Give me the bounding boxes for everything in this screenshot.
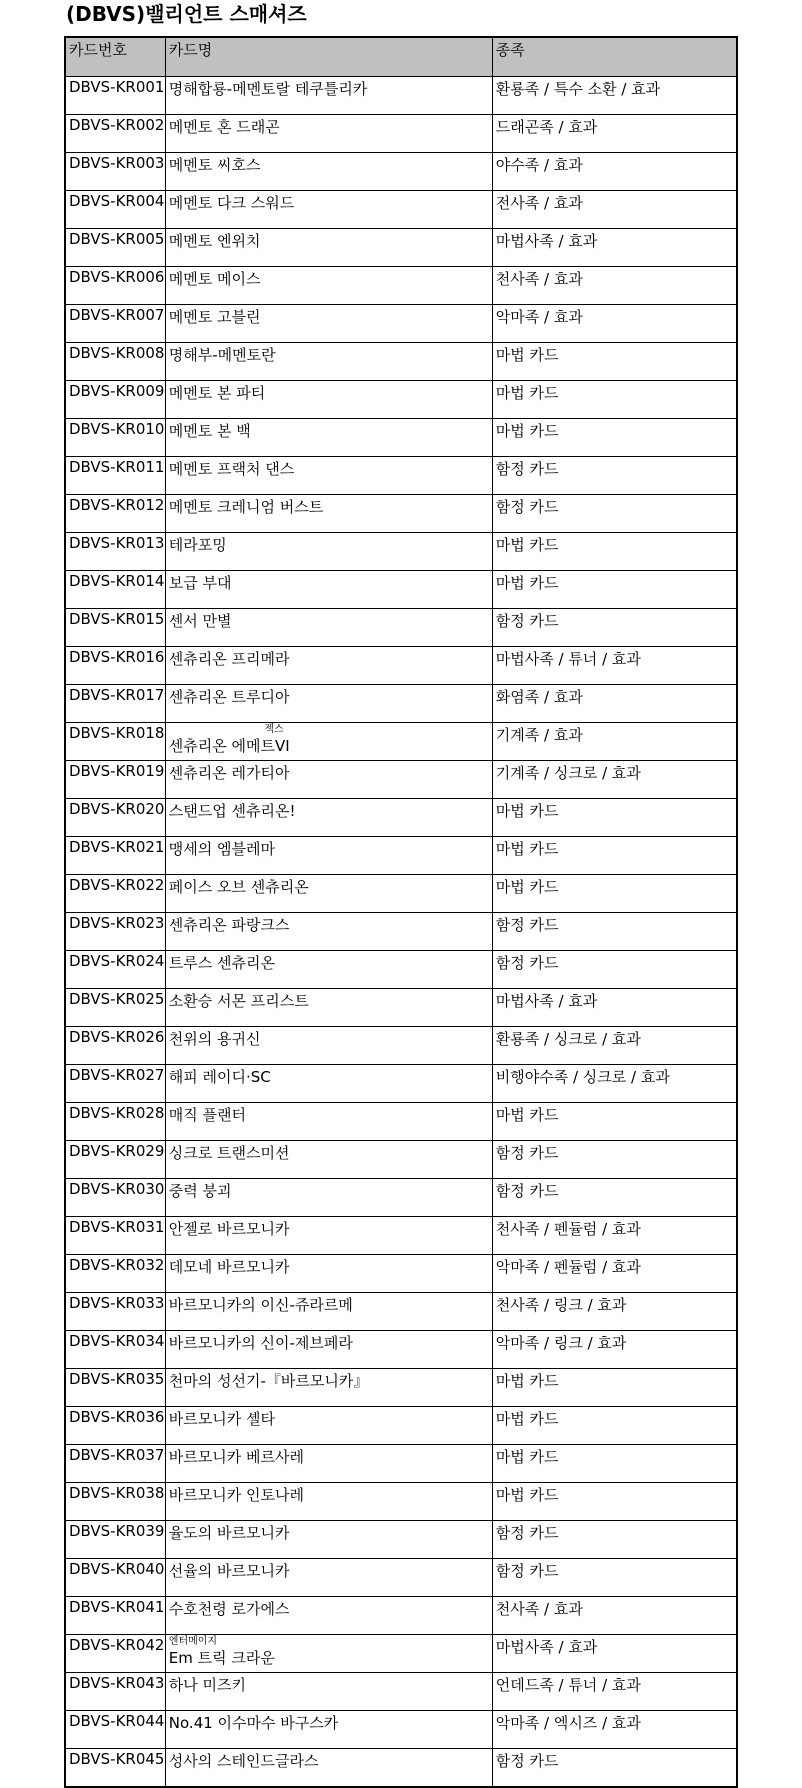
card-type-cell: 함정 카드 xyxy=(492,1559,737,1597)
table-row xyxy=(65,989,737,1027)
card-type-cell: 함정 카드 xyxy=(492,1141,737,1179)
table-row xyxy=(65,381,737,419)
card-name-cell: 센츄리온 트루디아 xyxy=(165,685,492,723)
card-type-cell: 함정 카드 xyxy=(492,913,737,951)
card-type-cell: 함정 카드 xyxy=(492,1521,737,1559)
card-name-cell: 바르모니카 인토나레 xyxy=(165,1483,492,1521)
card-number-cell: DBVS-KR021 xyxy=(65,837,165,875)
card-type-cell: 악마족 / 링크 / 효과 xyxy=(492,1331,737,1369)
card-name-cell: 매직 플랜터 xyxy=(165,1103,492,1141)
table-row xyxy=(65,1635,737,1673)
card-number-cell: DBVS-KR043 xyxy=(65,1673,165,1711)
card-type-cell: 마법사족 / 효과 xyxy=(492,989,737,1027)
card-name-cell: 성사의 스테인드글라스 xyxy=(165,1749,492,1788)
card-type-cell: 마법 카드 xyxy=(492,533,737,571)
table-row xyxy=(65,1521,737,1559)
card-name-cell: 수호천령 로가에스 xyxy=(165,1597,492,1635)
card-number-cell: DBVS-KR018 xyxy=(65,723,165,761)
table-row xyxy=(65,723,737,761)
table-row xyxy=(65,1331,737,1369)
table-row xyxy=(65,875,737,913)
card-number-cell: DBVS-KR027 xyxy=(65,1065,165,1103)
card-name-cell xyxy=(165,1635,492,1673)
card-name-cell: 소환승 서몬 프리스트 xyxy=(165,989,492,1027)
card-number-cell: DBVS-KR002 xyxy=(65,115,165,153)
card-number-cell: DBVS-KR025 xyxy=(65,989,165,1027)
table-row xyxy=(65,77,737,115)
card-number-cell: DBVS-KR035 xyxy=(65,1369,165,1407)
card-name-cell: 메멘토 혼 드래곤 xyxy=(165,115,492,153)
table-row xyxy=(65,1445,737,1483)
card-type-cell: 전사족 / 효과 xyxy=(492,191,737,229)
card-type-cell: 함정 카드 xyxy=(492,951,737,989)
table-row xyxy=(65,1255,737,1293)
table-row xyxy=(65,1673,737,1711)
card-name-cell: 메멘토 프랙처 댄스 xyxy=(165,457,492,495)
card-type-cell: 마법 카드 xyxy=(492,875,737,913)
card-number-cell: DBVS-KR037 xyxy=(65,1445,165,1483)
card-name-cell: 하나 미즈키 xyxy=(165,1673,492,1711)
table-row xyxy=(65,267,737,305)
table-row xyxy=(65,951,737,989)
card-number-cell: DBVS-KR004 xyxy=(65,191,165,229)
table-row xyxy=(65,305,737,343)
card-name-cell: 센츄리온 파랑크스 xyxy=(165,913,492,951)
card-type-cell: 함정 카드 xyxy=(492,495,737,533)
card-number-cell: DBVS-KR016 xyxy=(65,647,165,685)
card-number-cell: DBVS-KR033 xyxy=(65,1293,165,1331)
card-type-cell: 함정 카드 xyxy=(492,609,737,647)
table-row xyxy=(65,685,737,723)
card-number-cell: DBVS-KR019 xyxy=(65,761,165,799)
card-type-cell: 천사족 / 효과 xyxy=(492,1597,737,1635)
table-row xyxy=(65,1179,737,1217)
card-type-cell: 화염족 / 효과 xyxy=(492,685,737,723)
table-row xyxy=(65,1103,737,1141)
card-name-reading: 엔터메이지 xyxy=(168,1636,218,1647)
card-number-cell: DBVS-KR022 xyxy=(65,875,165,913)
card-type-cell: 악마족 / 엑시즈 / 효과 xyxy=(492,1711,737,1749)
card-type-cell: 마법사족 / 효과 xyxy=(492,229,737,267)
card-name-cell: 바르모니카의 이신-쥬라르메 xyxy=(165,1293,492,1331)
table-row xyxy=(65,1559,737,1597)
card-name-cell: 율도의 바르모니카 xyxy=(165,1521,492,1559)
card-number-cell: DBVS-KR045 xyxy=(65,1749,165,1788)
card-number-cell: DBVS-KR015 xyxy=(65,609,165,647)
card-type-cell: 환룡족 / 특수 소환 / 효과 xyxy=(492,77,737,115)
table-row xyxy=(65,115,737,153)
card-number-cell: DBVS-KR039 xyxy=(65,1521,165,1559)
card-name-cell: 중력 붕괴 xyxy=(165,1179,492,1217)
card-name-cell: 명해부-메멘토란 xyxy=(165,343,492,381)
card-name-cell: 메멘토 메이스 xyxy=(165,267,492,305)
card-number-cell: DBVS-KR006 xyxy=(65,267,165,305)
table-row xyxy=(65,1597,737,1635)
card-type-cell: 악마족 / 펜듈럼 / 효과 xyxy=(492,1255,737,1293)
card-name-cell: 바르모니카의 신이-제브페라 xyxy=(165,1331,492,1369)
card-name-cell: 천위의 용귀신 xyxy=(165,1027,492,1065)
card-name-cell: 선율의 바르모니카 xyxy=(165,1559,492,1597)
card-name-cell: 안젤로 바르모니카 xyxy=(165,1217,492,1255)
card-type-cell: 마법사족 / 튜너 / 효과 xyxy=(492,647,737,685)
card-name-cell: 센츄리온 레가티아 xyxy=(165,761,492,799)
card-type-cell: 기계족 / 싱크로 / 효과 xyxy=(492,761,737,799)
card-number-cell: DBVS-KR003 xyxy=(65,153,165,191)
card-type-cell: 악마족 / 효과 xyxy=(492,305,737,343)
card-name-cell: 메멘토 본 파티 xyxy=(165,381,492,419)
card-type-cell: 환룡족 / 싱크로 / 효과 xyxy=(492,1027,737,1065)
table-row xyxy=(65,1293,737,1331)
table-row xyxy=(65,1027,737,1065)
card-number-cell: DBVS-KR024 xyxy=(65,951,165,989)
card-type-cell: 언데드족 / 튜너 / 효과 xyxy=(492,1673,737,1711)
card-number-cell: DBVS-KR029 xyxy=(65,1141,165,1179)
card-name-cell: 트루스 센츄리온 xyxy=(165,951,492,989)
table-body xyxy=(65,77,737,1788)
table-row xyxy=(65,1141,737,1179)
card-number-cell: DBVS-KR013 xyxy=(65,533,165,571)
card-number-cell: DBVS-KR010 xyxy=(65,419,165,457)
card-name-cell: 싱크로 트랜스미션 xyxy=(165,1141,492,1179)
card-type-cell: 함정 카드 xyxy=(492,1749,737,1788)
page-title: (DBVS)밸리언트 스매셔즈 xyxy=(66,2,307,26)
table-row xyxy=(65,761,737,799)
card-number-cell: DBVS-KR034 xyxy=(65,1331,165,1369)
card-type-cell: 마법사족 / 효과 xyxy=(492,1635,737,1673)
card-name-text: Em 트릭 크라운 xyxy=(168,1649,275,1667)
card-name-with-reading xyxy=(169,1636,492,1672)
card-name-cell: 메멘토 크레니엄 버스트 xyxy=(165,495,492,533)
card-name-cell: 데모네 바르모니카 xyxy=(165,1255,492,1293)
card-name-cell: 보급 부대 xyxy=(165,571,492,609)
card-type-cell: 마법 카드 xyxy=(492,837,737,875)
table-row xyxy=(65,1711,737,1749)
table-row xyxy=(65,419,737,457)
card-number-cell: DBVS-KR044 xyxy=(65,1711,165,1749)
table-row xyxy=(65,1407,737,1445)
table-row xyxy=(65,457,737,495)
card-number-cell: DBVS-KR008 xyxy=(65,343,165,381)
card-type-cell: 비행야수족 / 싱크로 / 효과 xyxy=(492,1065,737,1103)
table-row xyxy=(65,533,737,571)
column-header-type: 종족 xyxy=(492,37,737,77)
card-number-cell: DBVS-KR042 xyxy=(65,1635,165,1673)
card-name-cell: 메멘토 씨호스 xyxy=(165,153,492,191)
card-name-cell: 센서 만별 xyxy=(165,609,492,647)
card-type-cell: 마법 카드 xyxy=(492,343,737,381)
table-row xyxy=(65,153,737,191)
card-number-cell: DBVS-KR005 xyxy=(65,229,165,267)
card-type-cell: 천사족 / 펜듈럼 / 효과 xyxy=(492,1217,737,1255)
card-number-cell: DBVS-KR041 xyxy=(65,1597,165,1635)
card-name-cell: No.41 이수마수 바구스카 xyxy=(165,1711,492,1749)
table-row xyxy=(65,571,737,609)
table-row xyxy=(65,495,737,533)
card-type-cell: 기계족 / 효과 xyxy=(492,723,737,761)
card-type-cell: 마법 카드 xyxy=(492,799,737,837)
table-row xyxy=(65,1065,737,1103)
table-row xyxy=(65,343,737,381)
table-row xyxy=(65,1217,737,1255)
card-type-cell: 마법 카드 xyxy=(492,1369,737,1407)
card-name-cell: 해피 레이디·SC xyxy=(165,1065,492,1103)
card-name-reading: 젝스 xyxy=(264,724,284,735)
table-row xyxy=(65,1749,737,1788)
card-number-cell: DBVS-KR023 xyxy=(65,913,165,951)
card-type-cell: 야수족 / 효과 xyxy=(492,153,737,191)
card-name-cell: 명해합룡-메멘토랄 테쿠틀리카 xyxy=(165,77,492,115)
card-number-cell: DBVS-KR038 xyxy=(65,1483,165,1521)
table-row xyxy=(65,647,737,685)
card-type-cell: 천사족 / 링크 / 효과 xyxy=(492,1293,737,1331)
card-name-cell: 센츄리온 프리메라 xyxy=(165,647,492,685)
card-number-cell: DBVS-KR014 xyxy=(65,571,165,609)
card-name-cell: 바르모니카 셸타 xyxy=(165,1407,492,1445)
card-number-cell: DBVS-KR009 xyxy=(65,381,165,419)
card-name-cell: 메멘토 다크 스워드 xyxy=(165,191,492,229)
card-name-cell: 테라포밍 xyxy=(165,533,492,571)
card-name-cell: 메멘토 엔위치 xyxy=(165,229,492,267)
card-type-cell: 함정 카드 xyxy=(492,1179,737,1217)
card-name-cell: 스탠드업 센츄리온! xyxy=(165,799,492,837)
card-type-cell: 마법 카드 xyxy=(492,1103,737,1141)
table-row xyxy=(65,229,737,267)
card-name-cell: 메멘토 본 백 xyxy=(165,419,492,457)
card-type-cell: 마법 카드 xyxy=(492,1483,737,1521)
table-row xyxy=(65,1369,737,1407)
column-header-card-number: 카드번호 xyxy=(65,37,165,77)
card-type-cell: 드래곤족 / 효과 xyxy=(492,115,737,153)
card-number-cell: DBVS-KR036 xyxy=(65,1407,165,1445)
card-type-cell: 마법 카드 xyxy=(492,571,737,609)
card-number-cell: DBVS-KR032 xyxy=(65,1255,165,1293)
card-type-cell: 함정 카드 xyxy=(492,457,737,495)
card-number-cell: DBVS-KR011 xyxy=(65,457,165,495)
card-type-cell: 천사족 / 효과 xyxy=(492,267,737,305)
card-number-cell: DBVS-KR012 xyxy=(65,495,165,533)
table-row xyxy=(65,609,737,647)
card-name-with-reading xyxy=(169,724,492,760)
table-row xyxy=(65,1483,737,1521)
card-name-cell: 천마의 성선기-『바르모니카』 xyxy=(165,1369,492,1407)
card-number-cell: DBVS-KR020 xyxy=(65,799,165,837)
card-number-cell: DBVS-KR031 xyxy=(65,1217,165,1255)
card-name-text: 센츄리온 에메트VI xyxy=(168,737,290,755)
card-type-cell: 마법 카드 xyxy=(492,1407,737,1445)
table-row xyxy=(65,799,737,837)
card-name-cell: 맹세의 엠블레마 xyxy=(165,837,492,875)
card-number-cell: DBVS-KR017 xyxy=(65,685,165,723)
table-row xyxy=(65,837,737,875)
card-name-cell xyxy=(165,723,492,761)
card-name-cell: 메멘토 고블린 xyxy=(165,305,492,343)
table-row xyxy=(65,191,737,229)
card-list-table xyxy=(64,36,738,1788)
card-type-cell: 마법 카드 xyxy=(492,1445,737,1483)
card-name-cell: 페이스 오브 센츄리온 xyxy=(165,875,492,913)
table-row xyxy=(65,913,737,951)
card-number-cell: DBVS-KR030 xyxy=(65,1179,165,1217)
table-header-row xyxy=(65,37,737,77)
card-number-cell: DBVS-KR026 xyxy=(65,1027,165,1065)
card-number-cell: DBVS-KR001 xyxy=(65,77,165,115)
column-header-card-name: 카드명 xyxy=(165,37,492,77)
card-type-cell: 마법 카드 xyxy=(492,419,737,457)
card-number-cell: DBVS-KR040 xyxy=(65,1559,165,1597)
card-number-cell: DBVS-KR028 xyxy=(65,1103,165,1141)
card-name-cell: 바르모니카 베르사레 xyxy=(165,1445,492,1483)
card-type-cell: 마법 카드 xyxy=(492,381,737,419)
card-number-cell: DBVS-KR007 xyxy=(65,305,165,343)
